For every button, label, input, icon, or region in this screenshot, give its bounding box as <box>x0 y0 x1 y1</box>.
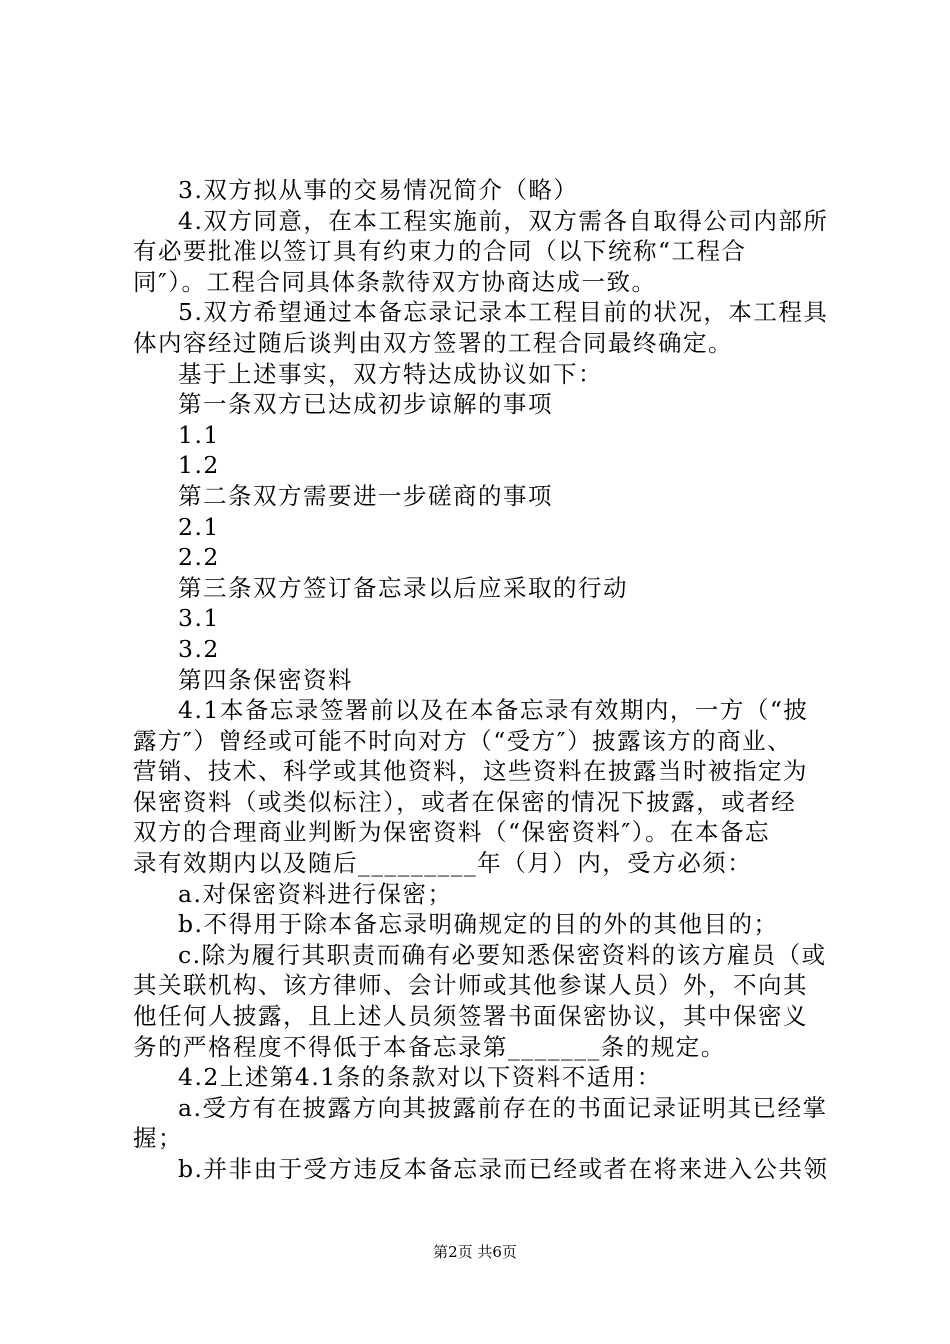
text-line: 1.1 <box>178 420 220 449</box>
text-line: 2.2 <box>178 543 220 572</box>
text-line: 握； <box>133 1124 183 1153</box>
text-line: 他任何人披露，且上述人员须签署书面保密协议，其中保密义 <box>133 1002 808 1031</box>
text-line: 第三条双方签订备忘录以后应采取的行动 <box>178 573 628 602</box>
text-line: 1.2 <box>178 451 220 480</box>
text-line: 其关联机构、该方律师、会计师或其他参谋人员）外，不向其 <box>133 971 808 1000</box>
text-line: 体内容经过随后谈判由双方签署的工程合同最终确定。 <box>133 328 733 357</box>
text-line: 2.1 <box>178 512 220 541</box>
text-line: 4.双方同意，在本工程实施前，双方需各自取得公司内部所 <box>178 206 829 235</box>
text-line: c.除为履行其职责而确有必要知悉保密资料的该方雇员（或 <box>178 940 827 969</box>
text-line: 露方″）曾经或可能不时向对方（“受方″）披露该方的商业、 <box>133 726 793 755</box>
text-line: 3.双方拟从事的交易情况简介（略） <box>178 176 579 204</box>
text-line: a.受方有在披露方向其披露前存在的书面记录证明其已经掌 <box>178 1093 828 1122</box>
text-line: 第一条双方已达成初步谅解的事项 <box>178 390 553 419</box>
text-line: 4.1本备忘录签署前以及在本备忘录有效期内，一方（“披 <box>178 696 809 725</box>
document-body <box>133 175 833 1185</box>
text-line: 有必要批准以签订具有约束力的合同（以下统称“工程合 <box>133 237 747 266</box>
text-line: 同″）。工程合同具体条款待双方协商达成一致。 <box>133 267 657 296</box>
text-line: b.并非由于受方违反本备忘录而已经或者在将来进入公共领 <box>178 1155 829 1183</box>
text-line: 基于上述事实，双方特达成协议如下： <box>178 359 603 388</box>
text-line: a.对保密资料进行保密； <box>178 879 453 908</box>
text-line: 务的严格程度不得低于本备忘录第_______条的规定。 <box>133 1032 726 1061</box>
text-line: 录有效期内以及随后_________年（月）内，受方必须： <box>133 849 753 878</box>
text-line: 3.2 <box>178 634 220 663</box>
text-line: 3.1 <box>178 604 220 633</box>
text-line: 5.双方希望通过本备忘录记录本工程目前的状况，本工程具 <box>178 298 829 327</box>
text-line: 4.2上述第4.1条的条款对以下资料不适用： <box>178 1063 662 1092</box>
page-footer: 第2页 共6页 <box>433 1243 517 1261</box>
text-line: 双方的合理商业判断为保密资料（“保密资料″）。在本备忘 <box>133 818 771 847</box>
text-line: 保密资料（或类似标注），或者在保密的情况下披露，或者经 <box>133 787 797 816</box>
text-line: b.不得用于除本备忘录明确规定的目的外的其他目的； <box>178 910 779 939</box>
text-line: 第二条双方需要进一步磋商的事项 <box>178 481 553 510</box>
text-line: 第四条保密资料 <box>178 665 353 694</box>
text-line: 营销、技术、科学或其他资料，这些资料在披露当时被指定为 <box>133 757 808 786</box>
